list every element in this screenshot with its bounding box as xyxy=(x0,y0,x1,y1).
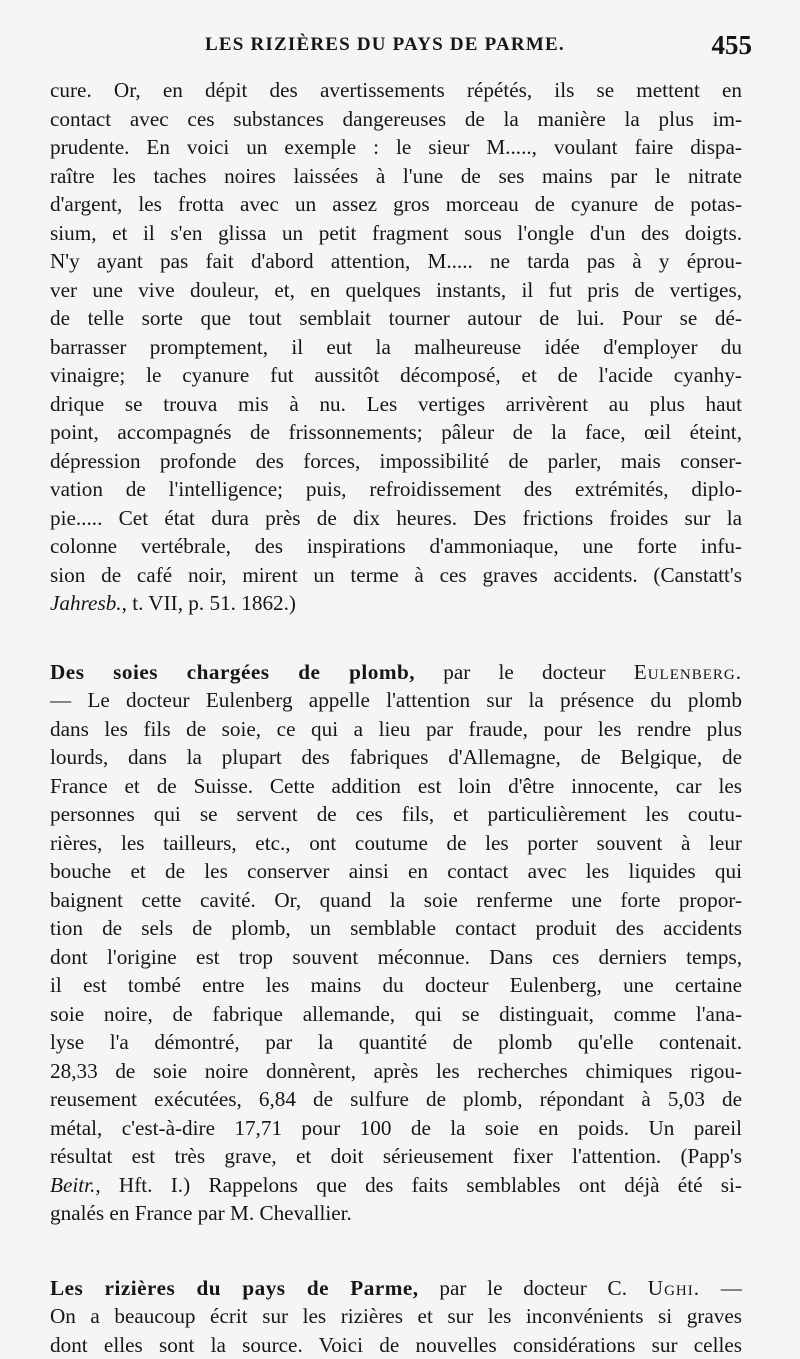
text-line: drique se trouva mis à nu. Les vertiges arrivèrent au plus haut xyxy=(50,390,742,419)
citation-line xyxy=(50,1171,742,1200)
text-line: dont elles sont la source. Voici de nouvelles considérations sur celles xyxy=(50,1331,742,1359)
text-line: rières, les tailleurs, etc., ont coutume de les porter souvent à leur xyxy=(50,829,742,858)
text-line: métal, c'est-à-dire 17,71 pour 100 de la soie en poids. Un pareil xyxy=(50,1114,742,1143)
text-line: résultat est très grave, et doit sérieusement fixer l'attention. (Papp's xyxy=(50,1142,742,1171)
text-line: prudente. En voici un exemple : le sieur M....., voulant faire dispa- xyxy=(50,133,742,162)
citation-source: Beitr. xyxy=(50,1173,95,1197)
page-number: 455 xyxy=(712,30,753,61)
text-line: vinaigre; le cyanure fut aussitôt décomposé, et de l'acide cyanhy- xyxy=(50,361,742,390)
text-line: bouche et de les conserver ainsi en contact avec les liquides qui xyxy=(50,857,742,886)
section-dash: — xyxy=(700,1276,742,1300)
citation-source: Jahresb. xyxy=(50,591,122,615)
citation-details: , t. VII, p. 51. 1862.) xyxy=(122,591,296,615)
paragraph-spacer xyxy=(50,618,742,658)
text-line: contact avec ces substances dangereuses de la manière la plus im- xyxy=(50,105,742,134)
text-line: il est tombé entre les mains du docteur Eulenberg, une certaine xyxy=(50,971,742,1000)
text-line: France et de Suisse. Cette addition est loin d'être innocente, car les xyxy=(50,772,742,801)
text-line: dans les fils de soie, ce qui a lieu par fraude, pour les rendre plus xyxy=(50,715,742,744)
paragraph-cyanide-case xyxy=(50,76,742,618)
section-heading-line xyxy=(50,1274,742,1303)
text-line: cure. Or, en dépit des avertissements répétés, ils se mettent en xyxy=(50,76,742,105)
text-line: d'argent, les frotta avec un assez gros morceau de cyanure de potas- xyxy=(50,190,742,219)
text-line: baignent cette cavité. Or, quand la soie renferme une forte propor- xyxy=(50,886,742,915)
text-line: personnes qui se servent de ces fils, et particulièrement les coutu- xyxy=(50,800,742,829)
section-byline: par le docteur xyxy=(415,660,634,684)
text-line: de telle sorte que tout semblait tourner autour de lui. Pour se dé- xyxy=(50,304,742,333)
section-author: Eulenberg. xyxy=(634,660,742,684)
text-line: sium, et il s'en glissa un petit fragment sous l'ongle d'un des doigts. xyxy=(50,219,742,248)
text-line: N'y ayant pas fait d'abord attention, M..... ne tarda pas à y éprou- xyxy=(50,247,742,276)
text-line: sion de café noir, mirent un terme à ces graves accidents. (Canstatt's xyxy=(50,561,742,590)
citation-details: , Hft. I.) Rappelons que des faits semblables ont déjà été si- xyxy=(95,1173,742,1197)
section-title: Les rizières du pays de Parme, xyxy=(50,1276,419,1300)
text-line: barrasser promptement, il eut la malheureuse idée d'employer du xyxy=(50,333,742,362)
section-heading-line xyxy=(50,658,742,687)
paragraph-lead-silk xyxy=(50,658,742,1228)
text-line: On a beaucoup écrit sur les rizières et sur les inconvénients si graves xyxy=(50,1302,742,1331)
citation-line xyxy=(50,589,742,618)
text-line: tion de sels de plomb, un semblable contact produit des accidents xyxy=(50,914,742,943)
text-line: pie..... Cet état dura près de dix heures. Des frictions froides sur la xyxy=(50,504,742,533)
text-line: vation de l'intelligence; puis, refroidissement des extrémités, diplo- xyxy=(50,475,742,504)
text-line: — Le docteur Eulenberg appelle l'attention sur la présence du plomb xyxy=(50,686,742,715)
running-title: LES RIZIÈRES DU PAYS DE PARME. xyxy=(205,34,565,56)
text-line: reusement exécutées, 6,84 de sulfure de plomb, répondant à 5,03 de xyxy=(50,1085,742,1114)
text-line: 28,33 de soie noire donnèrent, après les recherches chimiques rigou- xyxy=(50,1057,742,1086)
page-header xyxy=(50,30,752,70)
section-byline: par le docteur C. xyxy=(419,1276,648,1300)
text-line: dont l'origine est trop souvent méconnue. Dans ces derniers temps, xyxy=(50,943,742,972)
text-line: dépression profonde des forces, impossibilité de parler, mais conser- xyxy=(50,447,742,476)
text-line: ver une vive douleur, et, en quelques instants, il fut pris de vertiges, xyxy=(50,276,742,305)
text-line: lourds, dans la plupart des fabriques d'Allemagne, de Belgique, de xyxy=(50,743,742,772)
text-line: gnalés en France par M. Chevallier. xyxy=(50,1199,742,1228)
text-line: lyse l'a démontré, par la quantité de plomb qu'elle contenait. xyxy=(50,1028,742,1057)
section-title: Des soies chargées de plomb, xyxy=(50,660,415,684)
section-author: Ughi. xyxy=(648,1276,700,1300)
text-line: colonne vertébrale, des inspirations d'ammoniaque, une forte infu- xyxy=(50,532,742,561)
text-line: soie noire, de fabrique allemande, qui se distinguait, comme l'ana- xyxy=(50,1000,742,1029)
page-body xyxy=(50,76,742,1359)
paragraph-spacer xyxy=(50,1228,742,1274)
text-line: raître les taches noires laissées à l'une de ses mains par le nitrate xyxy=(50,162,742,191)
paragraph-rice-fields xyxy=(50,1274,742,1359)
text-line: point, accompagnés de frissonnements; pâleur de la face, œil éteint, xyxy=(50,418,742,447)
